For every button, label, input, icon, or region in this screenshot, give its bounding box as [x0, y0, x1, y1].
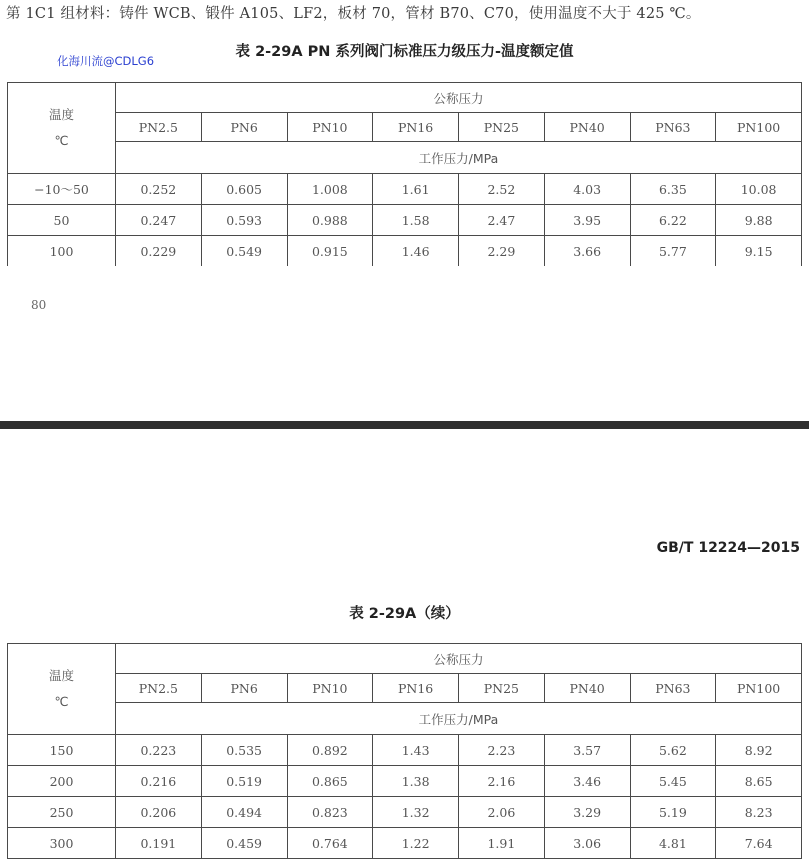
table-row — [8, 236, 802, 267]
pressure-temperature-table-1 — [7, 82, 802, 266]
temperature-unit: ℃ — [54, 133, 69, 148]
pn-column-header: PN63 — [630, 674, 716, 703]
temperature-header — [8, 644, 116, 735]
pressure-cell: 1.43 — [373, 735, 459, 766]
pressure-cell: 3.29 — [544, 797, 630, 828]
nominal-pressure-header: 公称压力 — [116, 644, 802, 674]
pn-column-header: PN16 — [373, 113, 459, 142]
pressure-cell: 3.66 — [544, 236, 630, 267]
pn-column-header: PN25 — [459, 113, 545, 142]
pressure-cell: 0.223 — [116, 735, 202, 766]
pressure-cell: 1.008 — [287, 174, 373, 205]
page-divider — [0, 421, 809, 429]
pn-column-header: PN6 — [201, 674, 287, 703]
temperature-label: 温度 — [48, 107, 74, 122]
temperature-cell: −10～50 — [8, 174, 116, 205]
pressure-cell: 1.46 — [373, 236, 459, 267]
working-pressure-header: 工作压力/MPa — [116, 703, 802, 735]
pn-columns-row — [8, 674, 802, 703]
pn-column-header: PN2.5 — [116, 113, 202, 142]
pressure-cell: 2.47 — [459, 205, 545, 236]
pn-column-header: PN10 — [287, 113, 373, 142]
pressure-cell: 2.29 — [459, 236, 545, 267]
temperature-label: 温度 — [48, 668, 74, 683]
pressure-cell: 10.08 — [716, 174, 802, 205]
pressure-cell: 0.535 — [201, 735, 287, 766]
table-row — [8, 205, 802, 236]
pressure-cell: 0.605 — [201, 174, 287, 205]
temperature-cell: 50 — [8, 205, 116, 236]
table1-title: 表 2-29A PN 系列阀门标准压力级压力-温度额定值 — [235, 44, 574, 60]
pressure-cell: 0.191 — [116, 828, 202, 859]
table-header-row — [8, 83, 802, 113]
pressure-cell: 5.62 — [630, 735, 716, 766]
pressure-cell: 5.19 — [630, 797, 716, 828]
pressure-cell: 2.52 — [459, 174, 545, 205]
pressure-cell: 2.16 — [459, 766, 545, 797]
pressure-cell: 8.92 — [716, 735, 802, 766]
pressure-cell: 0.764 — [287, 828, 373, 859]
table2-body — [8, 644, 802, 859]
pressure-cell: 0.206 — [116, 797, 202, 828]
pn-column-header: PN40 — [544, 113, 630, 142]
pressure-cell: 0.988 — [287, 205, 373, 236]
pressure-cell: 1.32 — [373, 797, 459, 828]
pressure-cell: 5.77 — [630, 236, 716, 267]
table-subheader-row — [8, 142, 802, 174]
pn-column-header: PN16 — [373, 674, 459, 703]
pressure-cell: 1.38 — [373, 766, 459, 797]
table-header-row — [8, 644, 802, 674]
table-row — [8, 797, 802, 828]
table-row — [8, 174, 802, 205]
pn-column-header: PN10 — [287, 674, 373, 703]
table-row — [8, 828, 802, 859]
pressure-cell: 8.23 — [716, 797, 802, 828]
temperature-unit: ℃ — [54, 694, 69, 709]
pressure-cell: 0.247 — [116, 205, 202, 236]
pressure-cell: 3.95 — [544, 205, 630, 236]
pressure-cell: 0.549 — [201, 236, 287, 267]
pressure-cell: 0.229 — [116, 236, 202, 267]
pressure-cell: 4.81 — [630, 828, 716, 859]
pressure-cell: 1.61 — [373, 174, 459, 205]
pressure-cell: 3.46 — [544, 766, 630, 797]
watermark-text: 化海川流@CDLG6 — [57, 54, 155, 68]
pn-column-header: PN100 — [716, 113, 802, 142]
pn-column-header: PN100 — [716, 674, 802, 703]
pressure-cell: 1.91 — [459, 828, 545, 859]
pressure-cell: 8.65 — [716, 766, 802, 797]
working-pressure-header: 工作压力/MPa — [116, 142, 802, 174]
pressure-cell: 3.57 — [544, 735, 630, 766]
pn-columns-row — [8, 113, 802, 142]
pressure-cell: 2.23 — [459, 735, 545, 766]
pressure-cell: 0.519 — [201, 766, 287, 797]
pressure-cell: 2.06 — [459, 797, 545, 828]
page-number: 80 — [31, 298, 47, 312]
pressure-cell: 0.915 — [287, 236, 373, 267]
pressure-cell: 9.15 — [716, 236, 802, 267]
table-subheader-row — [8, 703, 802, 735]
pressure-cell: 0.593 — [201, 205, 287, 236]
table-row — [8, 735, 802, 766]
pressure-cell: 7.64 — [716, 828, 802, 859]
temperature-header — [8, 83, 116, 174]
pn-column-header: PN63 — [630, 113, 716, 142]
pressure-temperature-table-2 — [7, 643, 802, 859]
nominal-pressure-header: 公称压力 — [116, 83, 802, 113]
pn-column-header: PN6 — [201, 113, 287, 142]
standard-code: GB/T 12224—2015 — [656, 540, 800, 556]
pressure-cell: 3.06 — [544, 828, 630, 859]
pressure-cell: 5.45 — [630, 766, 716, 797]
temperature-cell: 300 — [8, 828, 116, 859]
pressure-cell: 6.35 — [630, 174, 716, 205]
temperature-cell: 250 — [8, 797, 116, 828]
pressure-cell: 9.88 — [716, 205, 802, 236]
pressure-cell: 0.459 — [201, 828, 287, 859]
table1-body — [8, 83, 802, 267]
pressure-cell: 0.865 — [287, 766, 373, 797]
pressure-cell: 0.823 — [287, 797, 373, 828]
pressure-cell: 0.216 — [116, 766, 202, 797]
pressure-cell: 4.03 — [544, 174, 630, 205]
pressure-cell: 0.892 — [287, 735, 373, 766]
table-row — [8, 766, 802, 797]
material-note: 第 1C1 组材料：铸件 WCB、锻件 A105、LF2，板材 70，管材 B70、C70，使用温度不大于 425 ℃。 — [6, 6, 701, 22]
pressure-cell: 0.252 — [116, 174, 202, 205]
pressure-cell: 1.22 — [373, 828, 459, 859]
pressure-cell: 6.22 — [630, 205, 716, 236]
temperature-cell: 150 — [8, 735, 116, 766]
pn-column-header: PN25 — [459, 674, 545, 703]
table2-title: 表 2-29A（续） — [349, 606, 460, 622]
pn-column-header: PN40 — [544, 674, 630, 703]
temperature-cell: 100 — [8, 236, 116, 267]
pressure-cell: 0.494 — [201, 797, 287, 828]
pn-column-header: PN2.5 — [116, 674, 202, 703]
temperature-cell: 200 — [8, 766, 116, 797]
pressure-cell: 1.58 — [373, 205, 459, 236]
